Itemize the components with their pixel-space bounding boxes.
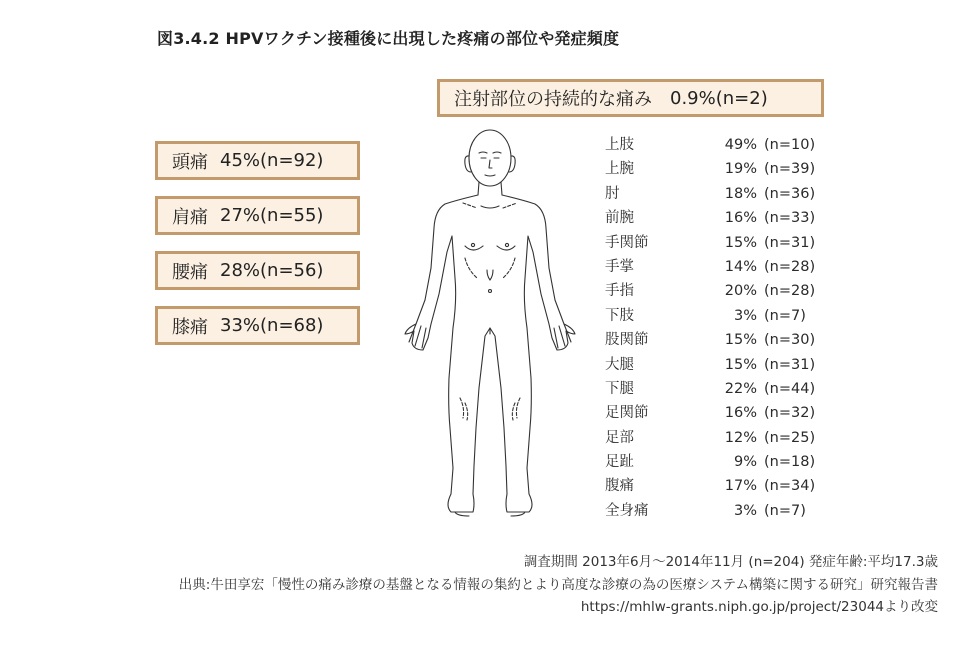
site-count: (n=18) <box>764 454 816 471</box>
site-row <box>605 133 845 157</box>
headache-value: 45%(n=92) <box>220 150 324 171</box>
injection-site-value: 0.9%(n=2) <box>670 87 768 109</box>
headache-label: 頭痛 <box>172 151 208 173</box>
site-row <box>605 206 845 230</box>
site-count: (n=10) <box>764 137 816 153</box>
site-count: (n=31) <box>764 356 816 373</box>
site-row <box>605 353 845 377</box>
site-count: (n=7) <box>764 307 806 324</box>
site-percent: 15% <box>724 332 757 349</box>
site-row <box>605 157 845 181</box>
site-percent: 16% <box>724 210 757 227</box>
site-percent: 9% <box>733 454 757 471</box>
figure-footer <box>179 551 938 619</box>
site-row <box>605 279 845 303</box>
site-row <box>605 474 845 498</box>
site-name: 足関節 <box>605 405 649 422</box>
site-name: 肘 <box>605 185 620 202</box>
survey-period: 調査期間 2013年6月〜2014年11月 (n=204) 発症年齢:平均17.3歳 <box>523 554 938 570</box>
site-count: (n=31) <box>764 234 816 251</box>
site-percent: 19% <box>724 161 757 178</box>
site-count: (n=36) <box>764 185 816 202</box>
shoulder-pain-label: 肩痛 <box>172 206 208 228</box>
headache-box <box>155 141 360 180</box>
site-percent: 12% <box>724 429 757 446</box>
site-row <box>605 231 845 255</box>
site-name: 全身痛 <box>605 502 649 519</box>
site-name: 上腕 <box>605 161 634 178</box>
site-name: 下肢 <box>605 307 634 324</box>
site-percent: 22% <box>724 380 757 397</box>
site-row <box>605 499 845 523</box>
site-name: 足部 <box>605 429 634 446</box>
figure-title: 図3.4.2 HPVワクチン接種後に出現した疼痛の部位や発症頻度 <box>157 29 620 48</box>
source-citation: 出典:牛田享宏「慢性の痛み診療の基盤となる情報の集約とより高度な診療の為の医療システム構築に関する研究」研究報告書 <box>178 576 938 593</box>
knee-pain-box <box>155 306 360 345</box>
site-count: (n=28) <box>764 258 816 275</box>
shoulder-pain-value: 27%(n=55) <box>220 205 324 226</box>
site-percent: 3% <box>733 307 757 324</box>
site-name: 足趾 <box>605 454 634 471</box>
site-percent: 18% <box>724 185 757 202</box>
site-percent: 3% <box>733 502 757 519</box>
site-percent: 14% <box>724 258 757 275</box>
shoulder-pain-box <box>155 196 360 235</box>
low-back-pain-value: 28%(n=56) <box>220 260 324 281</box>
site-name: 大腿 <box>605 356 634 373</box>
site-row <box>605 255 845 279</box>
low-back-pain-label: 腰痛 <box>172 261 208 283</box>
site-row <box>605 304 845 328</box>
site-count: (n=34) <box>764 478 816 495</box>
site-count: (n=32) <box>764 405 816 422</box>
low-back-pain-box <box>155 251 360 290</box>
site-row <box>605 426 845 450</box>
site-row <box>605 328 845 352</box>
source-url: https://mhlw-grants.niph.go.jp/project/23044より改変 <box>580 599 938 615</box>
site-row <box>605 182 845 206</box>
site-name: 手掌 <box>605 258 634 275</box>
human-body-outline-icon <box>395 128 585 528</box>
pain-site-list <box>605 133 845 523</box>
injection-site-box <box>437 79 824 117</box>
site-row <box>605 450 845 474</box>
site-percent: 49% <box>724 137 757 153</box>
site-name: 前腕 <box>605 210 634 227</box>
injection-site-label: 注射部位の持続的な痛み <box>454 89 652 110</box>
site-count: (n=39) <box>764 161 816 178</box>
site-count: (n=33) <box>764 210 816 227</box>
site-percent: 16% <box>724 405 757 422</box>
site-name: 手関節 <box>605 234 649 251</box>
site-name: 手指 <box>605 283 634 300</box>
site-name: 腹痛 <box>605 478 634 495</box>
site-name: 下腿 <box>605 380 634 397</box>
site-percent: 20% <box>724 283 757 300</box>
knee-pain-label: 膝痛 <box>172 316 208 338</box>
site-count: (n=44) <box>764 380 816 397</box>
site-name: 上肢 <box>605 137 634 153</box>
site-row <box>605 401 845 425</box>
site-count: (n=30) <box>764 332 816 349</box>
site-row <box>605 377 845 401</box>
site-percent: 15% <box>724 234 757 251</box>
site-name: 股関節 <box>605 332 649 349</box>
knee-pain-value: 33%(n=68) <box>220 315 324 336</box>
site-percent: 15% <box>724 356 757 373</box>
site-percent: 17% <box>724 478 757 495</box>
site-count: (n=25) <box>764 429 816 446</box>
site-count: (n=7) <box>764 502 806 519</box>
site-count: (n=28) <box>764 283 816 300</box>
